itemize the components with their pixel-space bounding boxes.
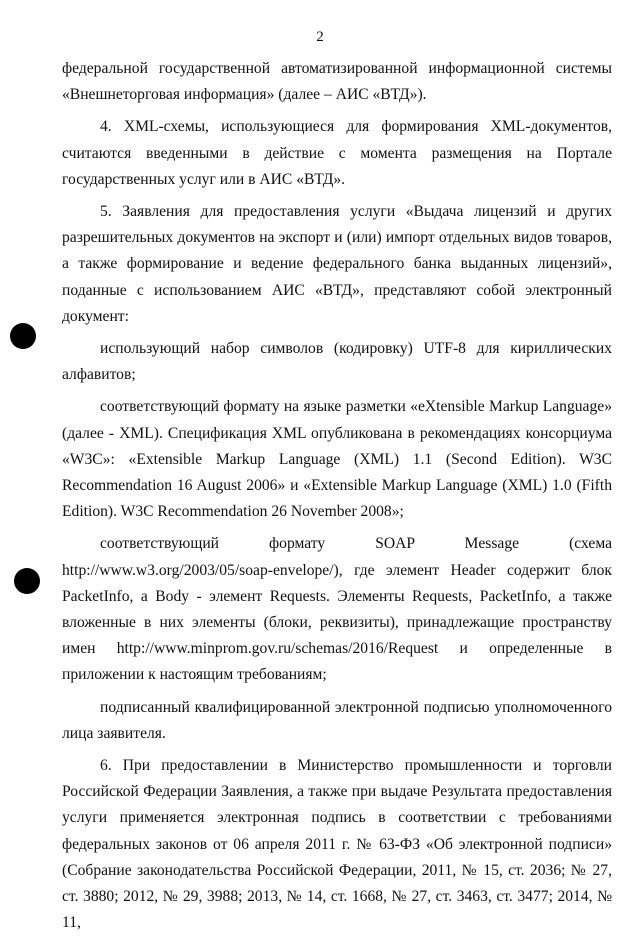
punch-hole-bottom xyxy=(14,568,40,594)
punch-hole-top xyxy=(10,323,36,349)
page-number: 2 xyxy=(316,29,324,45)
paragraph-encoding: использующий набор символов (кодировку) UTF-8 для кириллических алфавитов; xyxy=(62,340,612,384)
paragraph-soap-format: соответствующий формату SOAP Message (схема http://www.w3.org/2003/05/soap-envelope/), где элемент Header содержит блок PacketInfo, а Body - элемент Requests. Элементы Requests, PacketInfo, а также вложенные в них элементы (блоки, реквизиты), принадлежащие пространству имен http://www.minprom.gov.ru/schemas/2016/Request и определенные в приложении к настоящим требованиям; xyxy=(62,535,612,684)
paragraph-xml-format: соответствующий формату на языке разметки «eXtensible Markup Language» (далее - XML). Спецификация XML опубликована в рекомендациях консорциума «W3C»: «Extensible Markup Language (XML) 1.1 (Second Edition). W3C Recommendation 16 August 2006» и «Extensible Markup Language (XML) 1.0 (Fifth Edition). W3C Recommendation 26 November 2008»; xyxy=(62,398,612,521)
paragraph-item-4: 4. XML-схемы, использующиеся для формирования XML-документов, считаются введенными в действие с момента размещения на Портале государственных услуг или в АИС «ВТД». xyxy=(62,118,612,188)
paragraph-item-5: 5. Заявления для предоставления услуги «Выдача лицензий и других разрешительных документов на экспорт и (или) импорт отдельных видов товаров, а также формирование и ведение федерального банка выданных лицензий», поданные с использованием АИС «ВТД», представляют собой электронный документ: xyxy=(62,203,612,325)
paragraph-signature: подписанный квалифицированной электронной подписью уполномоченного лица заявителя. xyxy=(62,698,612,742)
paragraph-continuation: федеральной государственной автоматизированной информационной системы «Внешнеторговая информация» (далее – АИС «ВТД»). xyxy=(62,60,612,104)
document-body xyxy=(62,56,612,937)
paragraph-item-6: 6. При предоставлении в Министерство промышленности и торговли Российской Федерации Заявления, а также при выдаче Результата предоставления услуги применяется электронная подпись в соответствии с требованиями федеральных законов от 06 апреля 2011 г. № 63-ФЗ «Об электронной подписи» (Собрание законодательства Российской Федерации, 2011, № 15, ст. 2036; № 27, ст. 3880; 2012, № 29, 3988; 2013, № 14, ст. 1668, № 27, ст. 3463, ст. 3477; 2014, № 11, xyxy=(62,757,612,932)
